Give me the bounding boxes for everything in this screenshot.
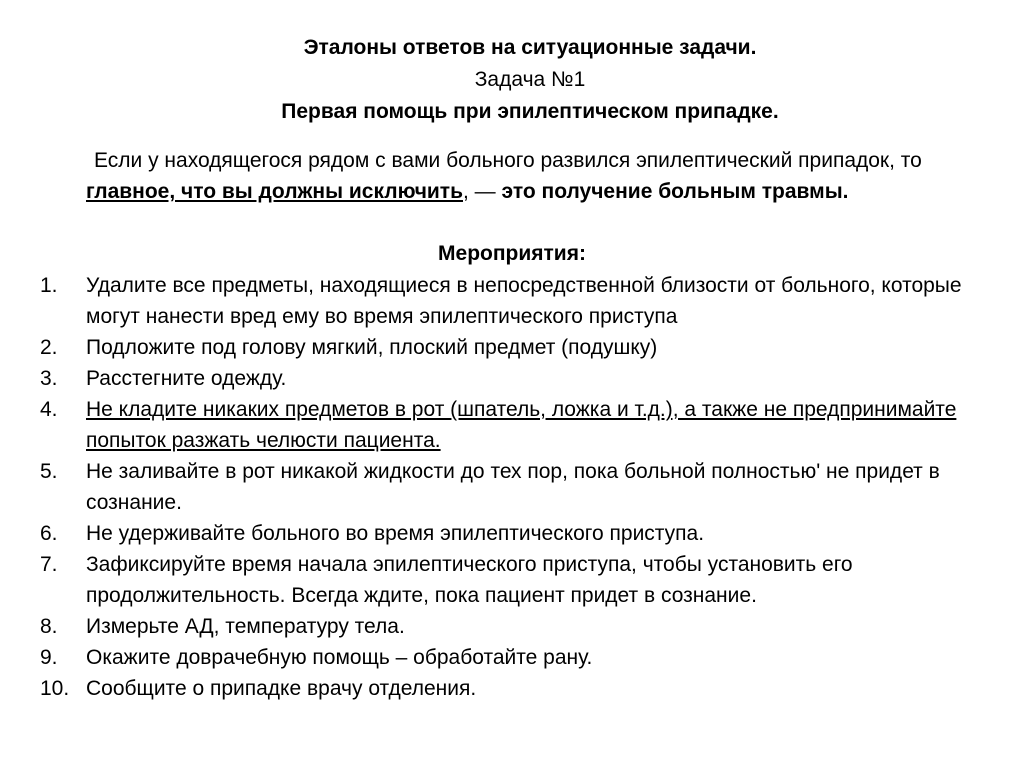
list-item [40,270,990,332]
list-item [40,394,990,456]
list-item-text: Измерьте АД, температуру тела. [86,615,405,638]
list-item-number: 5. [40,460,58,483]
intro-text-dash: , — [463,180,502,203]
list-item-text: Подложите под голову мягкий, плоский предмет (подушку) [86,336,658,359]
list-item [40,456,990,518]
header [180,32,880,128]
intro-paragraph [86,145,966,207]
list-item [40,611,990,642]
list-item [40,642,990,673]
list-item-text: Зафиксируйте время начала эпилептического приступа, чтобы установить его продолжительность. Всегда ждите, пока пациент придет в сознание. [86,553,853,607]
intro-conclusion: это получение больным травмы. [501,180,849,203]
list-item [40,673,990,704]
list-item-number: 9. [40,646,58,669]
list-item-number: 3. [40,367,58,390]
task-topic: Первая помощь при эпилептическом припадке. [281,100,779,123]
list-item [40,332,990,363]
list-item-text: Окажите доврачебную помощь – обработайте рану. [86,646,593,669]
intro-text-start: Если у находящегося рядом с вами больного развился эпилептический припадок, то [94,149,922,172]
list-item-number: 4. [40,398,58,421]
list-item-number: 6. [40,522,58,545]
document-title: Эталоны ответов на ситуационные задачи. [303,36,757,59]
list-item-number: 10. [40,677,70,700]
list-item [40,549,990,611]
list-item-text: Не заливайте в рот никакой жидкости до тех пор, пока больной полностью' не придет в сознание. [86,460,940,514]
list-item-text: Не удерживайте больного во время эпилептического приступа. [86,522,705,545]
list-item-number: 2. [40,336,58,359]
list-item-text: Не кладите никаких предметов в рот (шпатель, ложка и т.д.), а также не предпринимайте попыток разжать челюсти пациента. [86,398,957,452]
task-number: Задача №1 [474,68,586,91]
intro-key-phrase: главное, что вы должны исключить [86,180,463,203]
list-item [40,363,990,394]
list-item-number: 1. [40,274,58,297]
list-item-text: Удалите все предметы, находящиеся в непосредственной близости от больного, которые могут нанести вред ему во время эпилептического приступа [86,274,962,328]
measures-list [40,270,990,704]
measures-heading: Мероприятия: [438,242,586,265]
list-item-number: 8. [40,615,58,638]
list-item-text: Сообщите о припадке врачу отделения. [86,677,477,700]
list-item [40,518,990,549]
list-item-number: 7. [40,553,58,576]
list-item-text: Расстегните одежду. [86,367,287,390]
